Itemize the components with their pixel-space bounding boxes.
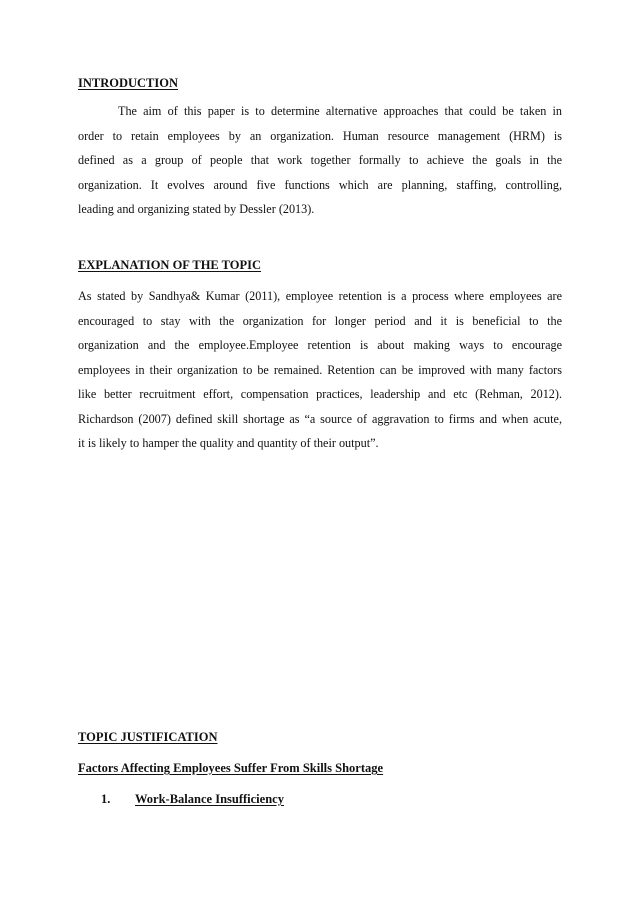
paragraph-line: it is likely to hamper the quality and quantity of their output”. [78, 436, 379, 450]
paragraph-line: order to retain employees by an organization. Human resource management (HRM) is [78, 128, 562, 143]
explanation-paragraph [78, 284, 562, 456]
paragraph-line: As stated by Sandhya& Kumar (2011), employee retention is a process where employees are [78, 289, 562, 303]
justification-subheading: Factors Affecting Employees Suffer From Skills Shortage [78, 761, 384, 775]
paragraph-line: like better recruitment effort, compensation practices, leadership and etc (Rehman, 2012). [78, 387, 562, 401]
paragraph-line: leading and organizing stated by Dessler (2013). [78, 202, 315, 216]
explanation-heading: EXPLANATION OF THE TOPIC [78, 258, 262, 272]
justification-heading: TOPIC JUSTIFICATION [78, 730, 218, 744]
list-item-number: 1. [101, 792, 111, 806]
paragraph-line: encouraged to stay with the organization for longer period and it is beneficial to the [78, 313, 562, 328]
paragraph-line: organization and the employee.Employee retention is about making ways to encourage [78, 338, 562, 352]
paragraph-line: The aim of this paper is to determine alternative approaches that could be taken in [118, 104, 562, 118]
list-item [101, 792, 284, 807]
paragraph-line: defined as a group of people that work together formally to achieve the goals in the [78, 153, 562, 167]
paragraph-line: Richardson (2007) defined skill shortage as “a source of aggravation to firms and when acute, [78, 411, 562, 426]
paragraph-line: organization. It evolves around five functions which are planning, staffing, controlling, [78, 177, 562, 192]
list-item-text: Work-Balance Insufficiency [135, 792, 284, 806]
introduction-paragraph [78, 99, 562, 222]
introduction-heading: INTRODUCTION [78, 76, 179, 90]
paragraph-line: employees in their organization to be remained. Retention can be improved with many factors [78, 362, 562, 377]
